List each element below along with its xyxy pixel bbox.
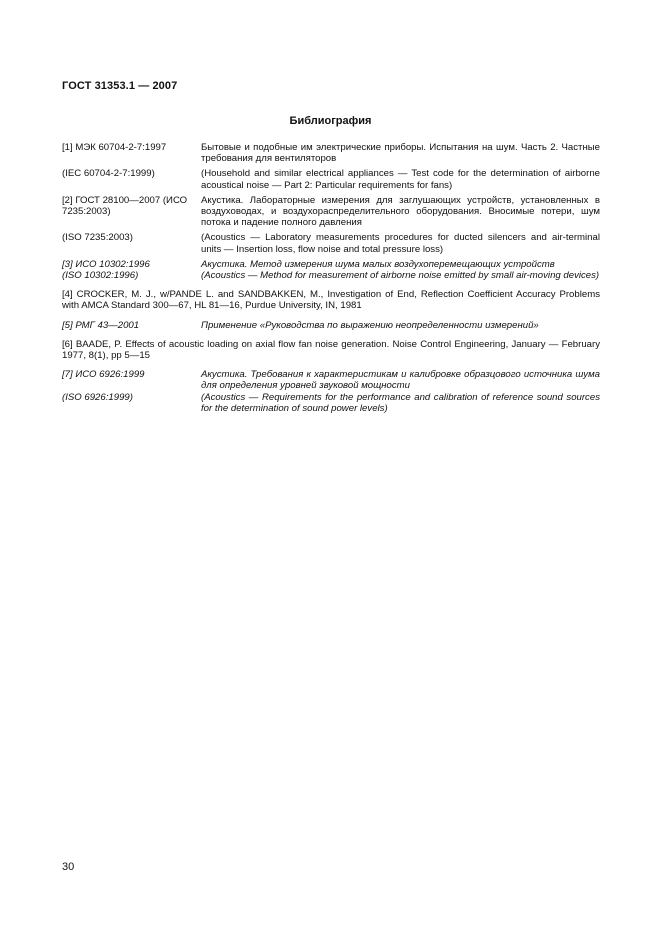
page-title: Библиография	[289, 115, 372, 127]
bib-ref: (ISO 10302:1996)	[62, 270, 139, 282]
bib-ref: (IEC 60704-2-7:1999)	[62, 168, 155, 180]
bibliography-list	[62, 142, 600, 414]
bib-entry-3-en	[62, 270, 600, 281]
bib-ref: [2] ГОСТ 28100—2007 (ИСО 7235:2003)	[62, 194, 188, 218]
bib-text: Акустика. Метод измерения шума малых воздухоперемещающих устройств	[201, 258, 555, 270]
bib-entry-2-en	[62, 232, 600, 254]
bib-text: (Household and similar electrical appliances — Test code for the determination of airborne acoustical noise — Part 2: Particular requirements for fans)	[201, 168, 600, 191]
bib-entry-7-en	[62, 392, 600, 414]
bib-ref: [5] РМГ 43—2001	[62, 319, 140, 331]
bib-entry-3	[62, 259, 600, 270]
bib-ref: [7] ИСО 6926:1999	[62, 369, 145, 381]
bib-entry-2	[62, 195, 600, 229]
bib-text: Бытовые и подобные им электрические приборы. Испытания на шум. Часть 2. Частные требования для вентиляторов	[201, 142, 600, 165]
bib-entry-1	[62, 142, 600, 164]
bib-entry-1-en	[62, 168, 600, 190]
bib-entry-6: [6] BAADE, P. Effects of acoustic loading on axial flow fan noise generation. Noise Control Engineering, January — February 1977, 8(1), pp 5—15	[62, 338, 600, 362]
bib-ref: (ISO 6926:1999)	[62, 391, 133, 403]
bib-text: Акустика. Лабораторные измерения для заглушающих устройств, установленных в воздуховодах, и воздухораспределительного оборудования. Вносимые потери, шум потока и падение полного давления	[201, 194, 600, 229]
bib-text: Применение «Руководства по выражению неопределенности измерений»	[201, 319, 539, 331]
page-number: 30	[62, 861, 75, 873]
bib-text: (Acoustics — Requirements for the performance and calibration of reference sound sources for the determination of sound power levels)	[201, 391, 600, 414]
bib-ref: (ISO 7235:2003)	[62, 232, 133, 244]
bib-entry-4: [4] CROCKER, M. J., w/PANDE L. and SANDBAKKEN, M., Investigation of End, Reflection Coefficient Accuracy Problems with AMCA Standard 300—67, HL 81—16, Purdue University, IN, 1981	[62, 289, 600, 312]
bib-entry-7	[62, 369, 600, 391]
bib-ref: [3] ИСО 10302:1996	[62, 258, 150, 270]
document-code: ГОСТ 31353.1 — 2007	[62, 80, 178, 92]
bib-text: (Acoustics — Method for measurement of airborne noise emitted by small air-moving devices)	[201, 270, 600, 282]
bib-entry-5	[62, 320, 600, 331]
bib-ref: [1] МЭК 60704-2-7:1997	[62, 142, 167, 153]
bib-text: Акустика. Требования к характеристикам и калибровке образцового источника шума для определения уровней звуковой мощности	[201, 369, 600, 392]
bib-text: (Acoustics — Laboratory measurements procedures for ducted silencers and air-terminal units — Insertion loss, flow noise and total pressure loss)	[201, 232, 600, 255]
